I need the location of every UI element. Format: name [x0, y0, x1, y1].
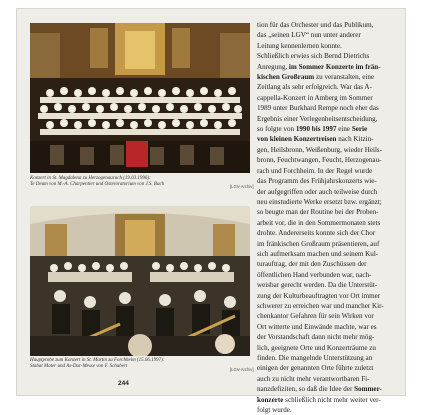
- text-line: [257, 51, 402, 61]
- text-line: [257, 41, 402, 51]
- text-line: [257, 301, 402, 311]
- text-run: sich aufmerksam machen und seinem Kul-: [257, 249, 379, 258]
- text-run: Ergebnis einer Verlegenheitsentscheidung,: [257, 114, 378, 123]
- text-line: [257, 197, 402, 207]
- concert-photo-magdalena-image: [30, 23, 250, 173]
- photo-credit: [LGV-Archiv]: [230, 184, 254, 189]
- text-line: [257, 72, 402, 82]
- text-line: [257, 207, 402, 217]
- text-line: [257, 280, 402, 290]
- text-run: gen, Heilsbronn, Weißenburg, wieder Heils-: [257, 145, 383, 154]
- text-run: Schließlich erwies sich Bernd Dietrichs: [257, 52, 370, 61]
- bold-text-run: kischen Großraum: [257, 73, 315, 82]
- text-line: [257, 134, 402, 144]
- text-run: zu veranstalten, eine: [314, 73, 375, 82]
- text-run: so folgte von: [257, 125, 296, 134]
- text-line: [257, 353, 402, 363]
- text-run: arbeit vor, die in den Sommermonaten stets: [257, 218, 381, 227]
- text-run: das Programm des Frühjahrskonzerts wie-: [257, 177, 377, 186]
- text-run: Leitung kennenlernen konnte.: [257, 41, 342, 50]
- book-page: [16, 8, 406, 415]
- text-run: schwerer zu erreichen war und mancher Kir-: [257, 301, 384, 310]
- text-line: [257, 145, 402, 155]
- text-line: [257, 62, 402, 72]
- text-line: [257, 30, 402, 40]
- text-line: [257, 20, 402, 30]
- text-line: [257, 166, 402, 176]
- text-line: [257, 405, 402, 415]
- bold-text-run: konzerte: [257, 395, 284, 404]
- text-run: Anregung,: [257, 62, 289, 71]
- text-run: Ort witterte und Einwände machte, war es: [257, 322, 377, 331]
- concert-photo-forchheim: [30, 206, 250, 356]
- text-run: zung der Kulturbeauftragten vor Ort immer: [257, 291, 381, 300]
- text-line: [257, 124, 402, 134]
- text-line: [257, 103, 402, 113]
- concert-photo-magdalena: [30, 23, 250, 173]
- text-line: [257, 176, 402, 186]
- caption-line: Te Deum von M.-A. Charpentier und Osteroratorium von J.S. Bach: [30, 182, 165, 188]
- bold-text-run: von kleinen Konzertreisen: [257, 135, 337, 144]
- text-line: [257, 363, 402, 373]
- text-run: cappella-Konzert in Amberg im Sommer: [257, 93, 373, 102]
- text-line: [257, 259, 402, 269]
- bold-text-run: Serie: [351, 125, 368, 134]
- text-run: lich, geeignete Orte und Konzerträume zu: [257, 343, 376, 352]
- body-text-column: [257, 20, 402, 415]
- text-run: weisbar gerecht werden. Da die Unterstüt-: [257, 281, 378, 290]
- text-run: so beugte man der Routine bei der Proben-: [257, 208, 379, 217]
- bold-text-run: im Sommer Konzerte im frän-: [288, 62, 381, 71]
- text-run: schließlich nicht mehr weiter ver-: [283, 395, 381, 404]
- text-run: tion für das Orchester und das Publikum,: [257, 21, 374, 29]
- text-run: bronn, Feuchtwangen, Feucht, Herzogenau-: [257, 156, 382, 165]
- text-line: [257, 332, 402, 342]
- concert-photo-forchheim-image: [30, 206, 250, 356]
- text-run: chenkantor Gefahren für sein Wirken vor: [257, 312, 374, 321]
- text-line: [257, 114, 402, 124]
- text-line: [257, 187, 402, 197]
- text-run: rach und Forchheim. In der Regel wurde: [257, 166, 373, 175]
- text-line: [257, 239, 402, 249]
- text-run: neu einstudierte Werke ersetzt bzw. ergänzt;: [257, 197, 382, 206]
- photo-caption: [30, 176, 220, 188]
- caption-line: Hauptprobe zum Konzert in St. Martin zu Forchheim (15.06.1997):: [30, 358, 165, 363]
- text-line: [257, 155, 402, 165]
- text-run: nach Kitzin-: [336, 135, 374, 144]
- text-line: [257, 322, 402, 332]
- bold-text-run: 1990 bis 1997: [295, 125, 337, 134]
- text-run: eine: [336, 125, 352, 134]
- text-run: einigen der genannten Orte führte zuletzt: [257, 364, 374, 373]
- text-run: Zeitlang als sehr erfolgreich. War das A-: [257, 83, 372, 92]
- caption-line: Stabat Mater und As-Dur-Messe von F. Schubert: [30, 364, 128, 370]
- bold-text-run: Sommer-: [354, 385, 382, 394]
- text-line: [257, 82, 402, 92]
- text-run: auch zu nicht mehr verantwortbaren Fi-: [257, 374, 370, 383]
- text-run: folgt wurde.: [257, 406, 292, 415]
- text-line: [257, 249, 402, 259]
- text-line: [257, 228, 402, 238]
- text-run: turauftrag, der mit den Zuschüssen der: [257, 260, 367, 269]
- text-run: im fränkischen Großraum präsentieren, auf: [257, 239, 380, 248]
- text-run: drohte. Andererseits konnte sich der Chor: [257, 229, 376, 238]
- text-run: das „seinen LGV“ nun unter anderer: [257, 31, 361, 40]
- text-run: 1989 unter Burkhard Rempe noch eher das: [257, 104, 379, 113]
- text-run: der aufgegriffen oder auch teilweise durch: [257, 187, 378, 196]
- text-line: [257, 93, 402, 103]
- text-run: der Vorstandschaft dann nicht mehr mög-: [257, 333, 375, 342]
- caption-line: Konzert in St. Magdalena zu Herzogenaurach (19.03.1996):: [30, 176, 151, 181]
- photo-caption: [30, 358, 220, 370]
- text-run: finden. Die mangelnde Unterstützung an: [257, 354, 373, 362]
- text-line: [257, 343, 402, 353]
- text-line: [257, 270, 402, 280]
- text-run: nanzdefiziten, so daß die Idee der: [257, 385, 355, 394]
- text-line: [257, 218, 402, 228]
- text-line: [257, 291, 402, 301]
- page-number: 244: [118, 380, 129, 387]
- text-run: öffentlichen Hand verbunden war, nach-: [257, 270, 372, 279]
- photo-credit: [LGV-Archiv]: [230, 367, 254, 372]
- text-line: [257, 374, 402, 384]
- text-line: [257, 311, 402, 321]
- text-line: [257, 384, 402, 394]
